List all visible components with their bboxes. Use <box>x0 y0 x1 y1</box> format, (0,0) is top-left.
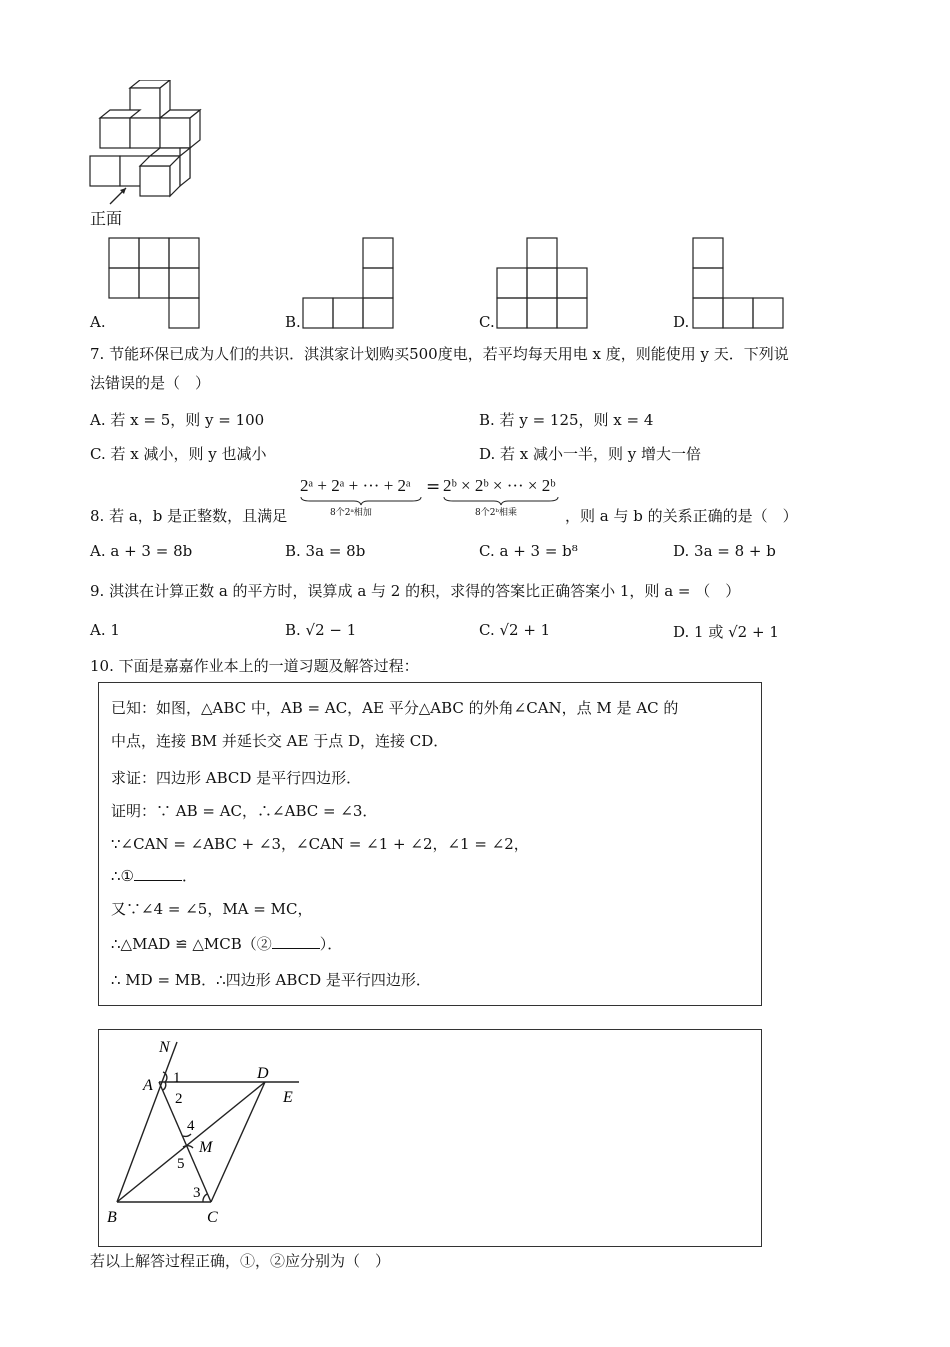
q8-option-c[interactable]: C. a + 3 = b⁸ <box>479 542 578 560</box>
label-angle-4: 4 <box>187 1118 195 1134</box>
q6-option-b-label[interactable]: B. <box>285 313 301 331</box>
q8-suffix: ，则 a 与 b 的关系正确的是（ ） <box>565 507 798 525</box>
proof-line-7: 又∵∠4 = ∠5，MA = MC， <box>111 900 313 918</box>
proof-line-5: ∵∠CAN = ∠ABC + ∠3，∠CAN = ∠1 + ∠2，∠1 = ∠2， <box>111 835 529 853</box>
proof-line-1: 已知：如图，△ABC 中，AB = AC，AE 平分△ABC 的外角∠CAN，点 M 是 AC 的 <box>111 699 679 717</box>
label-C: C <box>207 1209 218 1226</box>
label-A: A <box>143 1077 153 1094</box>
proof-line-4: 证明：∵ AB = AC，∴∠ABC = ∠3． <box>111 802 378 820</box>
q6-option-c-figure <box>496 237 590 329</box>
label-M: M <box>199 1139 213 1156</box>
q6-option-a-label[interactable]: A. <box>90 313 106 331</box>
q9-option-a[interactable]: A. 1 <box>90 621 120 639</box>
label-angle-2: 2 <box>175 1091 183 1107</box>
q6-option-d-label[interactable]: D. <box>673 313 690 331</box>
label-B: B <box>107 1209 117 1226</box>
label-D: D <box>257 1065 269 1082</box>
q7-option-d[interactable]: D. 若 x 减小一半，则 y 增大一倍 <box>479 445 702 463</box>
q10-question: 若以上解答过程正确，①，②应分别为（ ） <box>90 1252 391 1270</box>
blank-1[interactable] <box>134 866 182 881</box>
q6-option-b-figure <box>302 237 396 329</box>
q8-sum-note: 8个2ᵃ相加 <box>330 508 372 518</box>
label-angle-5: 5 <box>177 1156 185 1172</box>
q6-option-c-label[interactable]: C. <box>479 313 495 331</box>
q8-sum-expression: 2ᵃ + 2ᵃ + ··· + 2ᵃ <box>300 476 411 495</box>
front-label: 正面 <box>90 209 123 228</box>
q7-option-b[interactable]: B. 若 y = 125，则 x = 4 <box>479 411 654 429</box>
blank-2[interactable] <box>272 934 320 949</box>
q8-option-a[interactable]: A. a + 3 = 8b <box>90 542 193 560</box>
q9-stem: 9. 淇淇在计算正数 a 的平方时，误算成 a 与 2 的积，求得的答案比正确答案小 1，则 a = （ ） <box>90 582 741 600</box>
label-angle-1: 1 <box>173 1070 181 1086</box>
q10-proof-box <box>98 682 762 1006</box>
q8-option-b[interactable]: B. 3a = 8b <box>285 542 366 560</box>
proof-line-9: ∴ MD = MB．∴四边形 ABCD 是平行四边形． <box>111 971 431 989</box>
parallelogram-figure <box>99 1030 761 1246</box>
blank-2-end: ）． <box>319 935 343 953</box>
q8-product-expression: 2ᵇ × 2ᵇ × ··· × 2ᵇ <box>443 476 556 495</box>
proof-line-2: 中点，连接 BM 并延长交 AE 于点 D，连接 CD． <box>111 732 449 750</box>
proof-line-8-text: ∴△MAD ≌ △MCB（② <box>111 935 272 953</box>
label-angle-3: 3 <box>193 1185 201 1201</box>
q8-product-note: 8个2ᵇ相乘 <box>475 508 518 518</box>
proof-line-6-text: ∴① <box>111 867 134 885</box>
label-N: N <box>159 1039 170 1056</box>
q6-option-d-figure <box>692 237 786 329</box>
q7-option-c[interactable]: C. 若 x 减小，则 y 也减小 <box>90 445 267 463</box>
q9-option-c[interactable]: C. √2 + 1 <box>479 621 551 639</box>
q7-stem-line2: 法错误的是（ ） <box>90 374 211 392</box>
q10-stem: 10. 下面是嘉嘉作业本上的一道习题及解答过程： <box>90 657 419 675</box>
q10-figure-box <box>98 1029 762 1247</box>
proof-line-3: 求证：四边形 ABCD 是平行四边形． <box>111 769 362 787</box>
label-E: E <box>283 1089 293 1106</box>
proof-line-6 <box>111 865 197 886</box>
q9-option-d[interactable]: D. 1 或 √2 + 1 <box>673 623 779 641</box>
proof-line-8 <box>111 933 342 954</box>
q8-option-d[interactable]: D. 3a = 8 + b <box>673 542 776 560</box>
blank-1-end: ． <box>182 867 198 885</box>
q6-option-a-figure <box>108 237 202 329</box>
q9-option-b[interactable]: B. √2 − 1 <box>285 621 357 639</box>
q8-equals: = <box>426 477 441 497</box>
q7-option-a[interactable]: A. 若 x = 5，则 y = 100 <box>90 411 265 429</box>
q8-prefix: 8. 若 a，b 是正整数，且满足 <box>90 507 288 525</box>
q7-stem-line1: 7. 节能环保已成为人们的共识．淇淇家计划购买500度电，若平均每天用电 x 度，则能使用 y 天．下列说 <box>90 345 789 363</box>
